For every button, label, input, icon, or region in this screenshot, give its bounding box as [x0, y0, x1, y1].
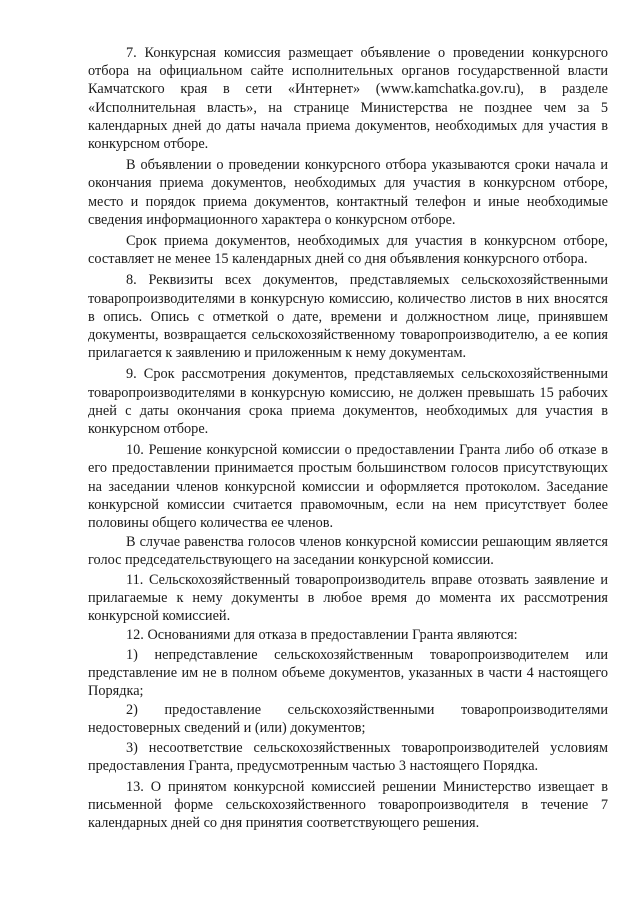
paragraph-10-decision: 10. Решение конкурсной комиссии о предоставлении Гранта либо об отказе в его предоставлении принимается простым большинством голосов присутствующих на заседании членов конкурсной комиссии и оформляется протоколом. Заседание конкурсной комиссии считается правомочным, если на нем присутствует более половины общего количества ее членов.	[88, 442, 608, 532]
paragraph-9-review-period: 9. Срок рассмотрения документов, представляемых сельскохозяйственными товаропроизводителями в конкурсную комиссию, не должен превышать 15 рабочих дней с даты окончания срока приема документов, необходимых для участия в конкурсном отборе.	[88, 366, 608, 438]
paragraph-7-announcement: 7. Конкурсная комиссия размещает объявление о проведении конкурсного отбора на официальном сайте исполнительных органов государственной власти Камчатского края в сети «Интернет» (www.kamchatka.gov.ru), в разделе «Исполнительная власть», на странице Министерства не позднее чем за 5 календарных дней до даты начала приема документов, необходимых для участия в конкурсном отборе.	[88, 45, 608, 153]
document-page	[88, 44, 608, 833]
list-item-refusal-3: 3) несоответствие сельскохозяйственных товаропроизводителей условиям предоставления Гранта, предусмотренным частью 3 настоящего Порядка.	[88, 739, 608, 774]
list-item-refusal-2: 2) предоставление сельскохозяйственными товаропроизводителями недостоверных сведений и (или) документов;	[88, 702, 608, 737]
paragraph-announcement-contents: В объявлении о проведении конкурсного отбора указываются сроки начала и окончания приема документов, необходимых для участия в конкурсном отборе, место и порядок приема документов, контактный телефон и иные необходимые сведения информационного характера о конкурсном отборе.	[88, 157, 608, 228]
list-item-refusal-1: 1) непредставление сельскохозяйственным товаропроизводителем или представление им не в полном объеме документов, указанных в части 4 настоящего Порядка;	[88, 646, 608, 699]
paragraph-acceptance-period: Срок приема документов, необходимых для участия в конкурсном отборе, составляет не менее 15 календарных дней со дня объявления конкурсного отбора.	[88, 233, 608, 268]
paragraph-8-inventory: 8. Реквизиты всех документов, представляемых сельскохозяйственными товаропроизводителями в конкурсную комиссию, количество листов в них вносятся в опись. Опись с отметкой о дате, времени и должностном лице, принявшем документы, возвращается сельскохозяйственному товаропроизводителю, а ее копия прилагается к заявлению и приложенным к нему документам.	[88, 272, 608, 362]
paragraph-11-withdrawal: 11. Сельскохозяйственный товаропроизводитель вправе отозвать заявление и прилагаемые к нему документы в любое время до момента их рассмотрения конкурсной комиссией.	[88, 571, 608, 625]
paragraph-12-refusal-grounds: 12. Основаниями для отказа в предоставлении Гранта являются:	[126, 627, 518, 644]
paragraph-tie-vote: В случае равенства голосов членов конкурсной комиссии решающим является голос председательствующего на заседании конкурсной комиссии.	[88, 534, 608, 569]
paragraph-13-notification: 13. О принятом конкурсной комиссией решении Министерство извещает в письменной форме сельскохозяйственного товаропроизводителя в течение 7 календарных дней со дня принятия соответствующего решения.	[88, 778, 608, 832]
